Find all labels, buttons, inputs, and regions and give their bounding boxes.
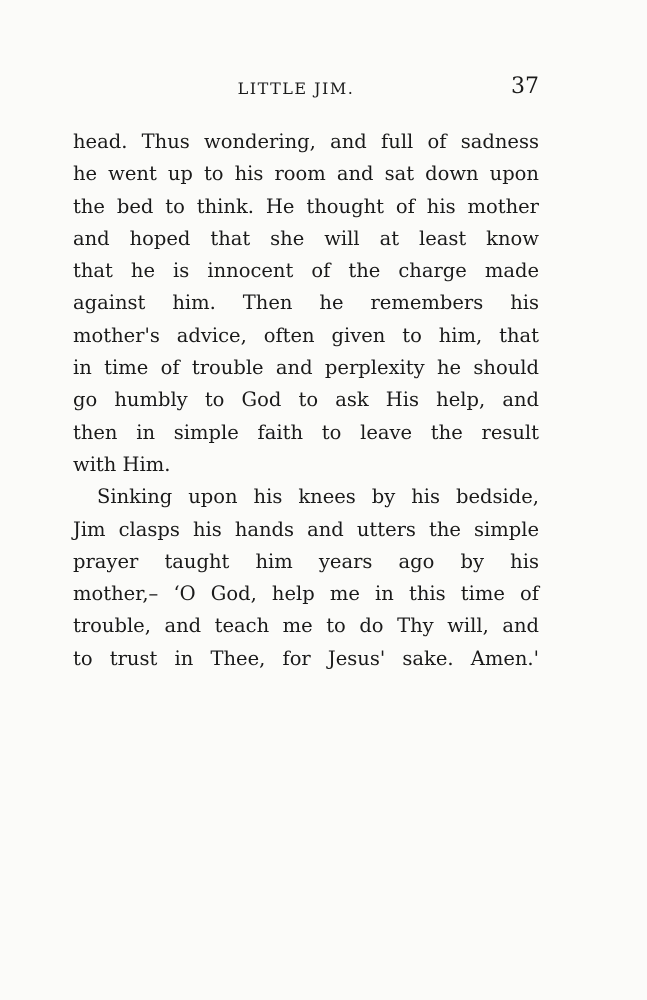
text-line: go humbly to God to ask His help, and <box>73 388 539 412</box>
running-title: LITTLE JIM. <box>237 79 355 98</box>
text-line: Sinking upon his knees by his bedside, <box>97 485 539 509</box>
text-line: trouble, and teach me to do Thy will, and <box>73 614 539 638</box>
text-line: the bed to think. He thought of his mother <box>73 194 539 218</box>
body-text <box>73 126 539 675</box>
text-line: and hoped that she will at least know <box>73 226 539 250</box>
text-line: prayer taught him years ago by his <box>73 549 539 573</box>
text-line: mother's advice, often given to him, that <box>73 323 539 347</box>
text-line: in time of trouble and perplexity he should <box>73 356 539 380</box>
text-line: with Him. <box>73 452 171 476</box>
text-line: then in simple faith to leave the result <box>73 420 539 444</box>
page-header <box>73 74 539 104</box>
text-line: he went up to his room and sat down upon <box>73 162 539 186</box>
text-line: Jim clasps his hands and utters the simple <box>73 517 539 541</box>
page-number: 37 <box>511 74 539 99</box>
text-line: that he is innocent of the charge made <box>73 259 539 283</box>
paragraph-1 <box>73 126 539 481</box>
text-line: mother,– ‘O God, help me in this time of <box>73 582 539 606</box>
text-line: to trust in Thee, for Jesus' sake. Amen.' <box>73 646 539 670</box>
text-line: head. Thus wondering, and full of sadness <box>73 130 539 153</box>
paragraph-2 <box>73 481 539 675</box>
text-line: against him. Then he remembers his <box>73 291 539 315</box>
